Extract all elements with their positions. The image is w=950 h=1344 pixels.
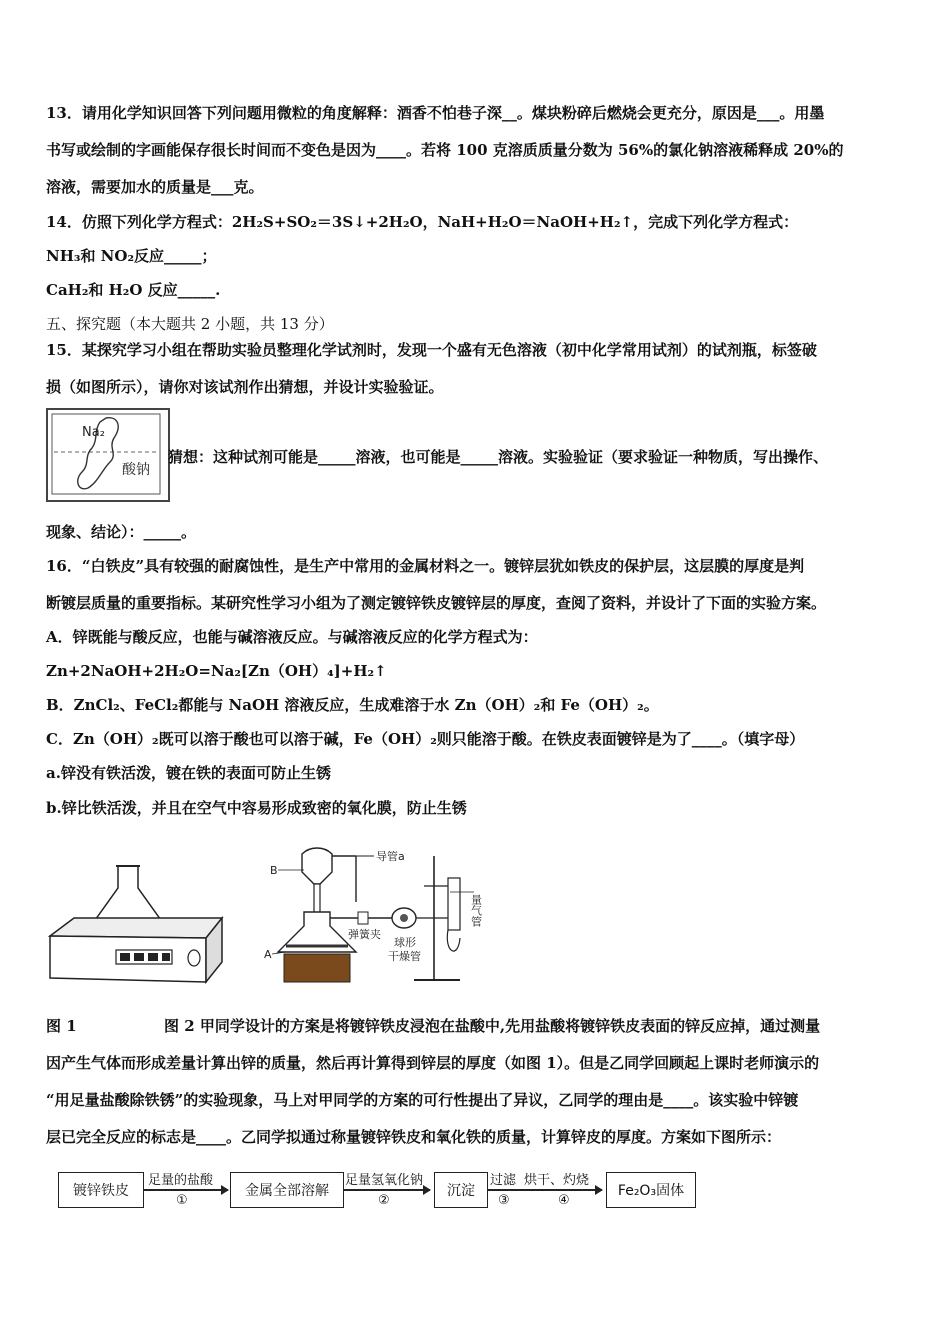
q16-line-2: 断镀层质量的重要指标。某研究性学习小组为了测定镀锌铁皮镀锌层的厚度，查阅了资料，并设计了下面的实验方案。 — [46, 594, 827, 612]
flow-arrow-3 — [488, 1189, 602, 1191]
section-heading: 五、探究题（本大题共 2 小题，共 13 分） — [46, 315, 334, 333]
q14-line-2: NH₃和 NO₂反应_____； — [46, 247, 217, 265]
q16-fact-c: C．Zn（OH）₂既可以溶于酸也可以溶于碱，Fe（OH）₂则只能溶于酸。在铁皮表面镀锌是为了____。（填字母） — [46, 730, 805, 748]
figure-2-apparatus — [264, 842, 500, 992]
flow-box-galvanized-sheet: 镀锌铁皮 — [58, 1172, 144, 1208]
q16-equation: Zn+2NaOH+2H₂O=Na₂[Zn（OH）₄]+H₂↑ — [46, 662, 387, 680]
label-bottom-text: 酸钠 — [122, 462, 150, 478]
flow-step-4-number: ④ — [558, 1193, 570, 1208]
q16-para-2: 因产生气体而形成差量计算出锌的质量，然后再计算得到锌层的厚度（如图 1）。但是乙同学回顾起上课时老师演示的 — [46, 1054, 820, 1072]
q16-option-b: b.锌比铁活泼，并且在空气中容易形成致密的氧化膜，防止生锈 — [46, 799, 467, 817]
q15-line-1: 15．某探究学习小组在帮助实验员整理化学试剂时，发现一个盛有无色溶液（初中化学常用试剂）的试剂瓶，标签破 — [46, 341, 817, 359]
torn-label-figure — [46, 408, 170, 502]
q13-line-3: 溶液，需要加水的质量是___克。 — [46, 178, 264, 196]
figure-1-balance — [46, 858, 228, 988]
flow-box-dissolved: 金属全部溶解 — [230, 1172, 344, 1208]
flow-step-2-label: 足量氢氧化钠 — [345, 1173, 424, 1188]
flow-arrow-2 — [344, 1189, 430, 1191]
gas-tube-label: 量气管 — [469, 894, 483, 927]
q16-fact-a: A．锌既能与酸反应，也能与碱溶液反应。与碱溶液反应的化学方程式为： — [46, 628, 538, 646]
flow-arrow-1 — [144, 1189, 228, 1191]
figure-1-caption: 图 1 — [46, 1017, 77, 1035]
q13-line-2: 书写或绘制的字画能保存很长时间而不变色是因为____。若将 100 克溶质质量分数为 56%的氯化钠溶液稀释成 20%的 — [46, 141, 844, 159]
torn-label-drawing — [48, 410, 168, 500]
flow-box-iron-oxide: Fe₂O₃固体 — [606, 1172, 696, 1208]
tube-a-label: 导管a — [376, 850, 405, 863]
dryer-label-1: 球形 — [394, 936, 416, 949]
flow-step-3-label: 过滤 — [490, 1173, 517, 1188]
clamp-label: 弹簧夹 — [348, 928, 381, 941]
q15-line-2: 损（如图所示），请你对该试剂作出猜想，并设计实验验证。 — [46, 378, 444, 396]
q15-guess-line: 猜想：这种试剂可能是_____溶液，也可能是_____溶液。实验验证（要求验证一种物质，写出操作、 — [168, 448, 829, 466]
q16-para-1: 图 2 甲同学设计的方案是将镀锌铁皮浸泡在盐酸中,先用盐酸将镀锌铁皮表面的锌反应掉，通过测量 — [164, 1017, 821, 1035]
flow-step-2-number: ② — [378, 1193, 390, 1208]
q16-para-3: “用足量盐酸除铁锈”的实验现象，马上对甲同学的方案的可行性提出了异议，乙同学的理由是____。该实验中锌镀 — [46, 1091, 799, 1109]
q15-line-4: 现象、结论）：_____。 — [46, 523, 197, 541]
flow-box-precipitate: 沉淀 — [434, 1172, 488, 1208]
q16-fact-b: B．ZnCl₂、FeCl₂都能与 NaOH 溶液反应，生成难溶于水 Zn（OH）₂和 Fe（OH）₂。 — [46, 696, 659, 714]
label-b: B — [270, 864, 278, 877]
flow-step-3-number: ③ — [498, 1193, 510, 1208]
q14-line-3: CaH₂和 H₂O 反应_____. — [46, 281, 221, 299]
flow-step-1-number: ① — [176, 1193, 188, 1208]
q16-option-a: a.锌没有铁活泼，镀在铁的表面可防止生锈 — [46, 764, 331, 782]
q16-line-1: 16．“白铁皮”具有较强的耐腐蚀性，是生产中常用的金属材料之一。镀锌层犹如铁皮的保护层，这层膜的厚度是判 — [46, 557, 805, 575]
flow-step-4-label: 烘干、灼烧 — [524, 1173, 590, 1188]
flow-step-1-label: 足量的盐酸 — [148, 1173, 214, 1188]
label-top-text: Na₂ — [82, 425, 105, 440]
q16-para-4: 层已完全反应的标志是____。乙同学拟通过称量镀锌铁皮和氧化铁的质量，计算锌皮的厚度。方案如下图所示： — [46, 1128, 782, 1146]
label-a: A — [264, 948, 272, 961]
q13-line-1: 13．请用化学知识回答下列问题用微粒的角度解释：酒香不怕巷子深__。煤块粉碎后燃烧会更充分，原因是___。用墨 — [46, 104, 825, 122]
dryer-label-2: 干燥管 — [388, 950, 421, 963]
q14-line-1: 14．仿照下列化学方程式：2H₂S+SO₂＝3S↓+2H₂O，NaH+H₂O＝NaOH+H₂↑，完成下列化学方程式： — [46, 213, 799, 231]
